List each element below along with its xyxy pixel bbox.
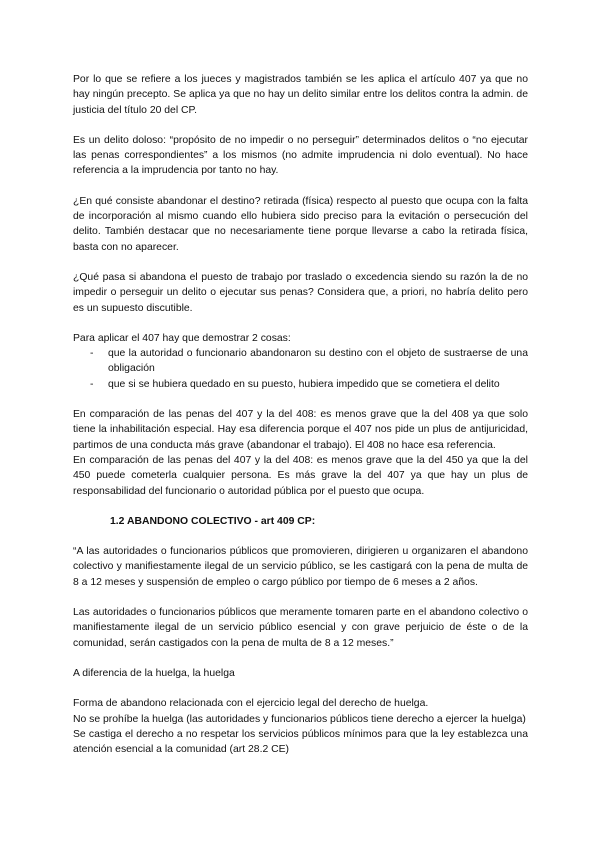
requirements-list (73, 346, 528, 392)
paragraph-traslado-excedencia: ¿Qué pasa si abandona el puesto de trabajo por traslado o excedencia siendo su razón la de no impedir o perseguir un delito o ejecutar sus penas? Considera que, a priori, no habría delito pero es un supuesto discutible. (73, 271, 528, 314)
quote-paragraph-2: Las autoridades o funcionarios públicos que meramente tomaren parte en el abandono colectivo o manifiestamente ilegal de un servicio público esencial y con grave perjuicio de éste o de la comunidad, serán castigados con la pena de multa de 8 a 12 meses.” (73, 607, 528, 649)
list-item-text: que la autoridad o funcionario abandonaron su destino con el objeto de sustraerse de una obligación (108, 348, 528, 375)
spacer (73, 392, 528, 407)
spacer (73, 590, 528, 605)
spacer (73, 499, 528, 514)
paragraph-aplicar-407: Para aplicar el 407 hay que demostrar 2 cosas: (73, 332, 291, 344)
section-heading: 1.2 ABANDONO COLECTIVO - art 409 CP: (110, 515, 316, 527)
paragraph-forma-abandono: Forma de abandono relacionada con el ejercicio legal del derecho de huelga. (73, 698, 429, 710)
list-item (73, 377, 528, 392)
spacer (73, 118, 528, 133)
quote-paragraph-1: “A las autoridades o funcionarios públicos que promovieren, dirigieren u organizaren el abandono colectivo y manifiestamente ilegal de un servicio público, se les castigará con la pena de multa de 8 a 12 meses y suspensión de empleo o cargo público por tiempo de 6 meses a 2 años. (73, 546, 528, 588)
paragraph-comparacion-450: En comparación de las penas del 407 y la del 408: es menos grave que la del 450 ya que la del 450 puede cometerla cualquier persona. Es más grave la del 407 ya que hay un plus de responsabilidad del funcionario o autoridad pública por el puesto que ocupa. (73, 454, 528, 497)
paragraph-no-prohibe: No se prohíbe la huelga (las autoridades y funcionarios públicos tiene derecho a ejercer la huelga) (73, 713, 526, 725)
paragraph-diferencia-huelga: A diferencia de la huelga, la huelga (73, 667, 235, 679)
spacer (73, 681, 528, 696)
list-dash: - (90, 378, 94, 390)
spacer (73, 529, 528, 544)
spacer (73, 651, 528, 666)
spacer (73, 316, 528, 331)
list-item-text: que si se hubiera quedado en su puesto, hubiera impedido que se cometiera el delito (108, 378, 500, 390)
list-dash: - (90, 348, 94, 360)
paragraph-servicios-minimos: Se castiga el derecho a no respetar los servicios públicos mínimos para que la ley establezca una atención esencial a la comunidad (art 28.2 CE) (73, 728, 528, 756)
document-page (73, 72, 528, 757)
list-item (73, 346, 528, 377)
spacer (73, 255, 528, 270)
paragraph-jueces: Por lo que se refiere a los jueces y magistrados también se les aplica el artículo 407 ya que no hay ningún precepto. Se aplica ya que no hay un delito similar entre los delitos contra la admin. de justicia del título 20 del CP. (73, 74, 528, 116)
paragraph-comparacion-408: En comparación de las penas del 407 y la del 408: es menos grave que la del 408 ya que solo tiene la inhabilitación especial. Hay esa diferencia porque el 407 nos pide un plus de antijuricidad, partimos de una conducta más grave (abandonar el trabajo). El 408 no hace esa referencia. (73, 409, 528, 451)
spacer (73, 179, 528, 194)
paragraph-delito-doloso: Es un delito doloso: “propósito de no impedir o no perseguir” determinados delitos o “no ejecutar las penas correspondientes” a los mismos (no admite imprudencia ni dolo eventual). No hace referencia a la imprudencia por tanto no hay. (73, 134, 528, 177)
paragraph-abandonar-destino: ¿En qué consiste abandonar el destino? retirada (física) respecto al puesto que ocupa con la falta de incorporación al mismo cuando ello hubiera sido preciso para la evitación o persecución del delito. También destacar que no necesariamente tiene porque llevarse a cabo la retirada física, basta con no aparecer. (73, 195, 528, 253)
